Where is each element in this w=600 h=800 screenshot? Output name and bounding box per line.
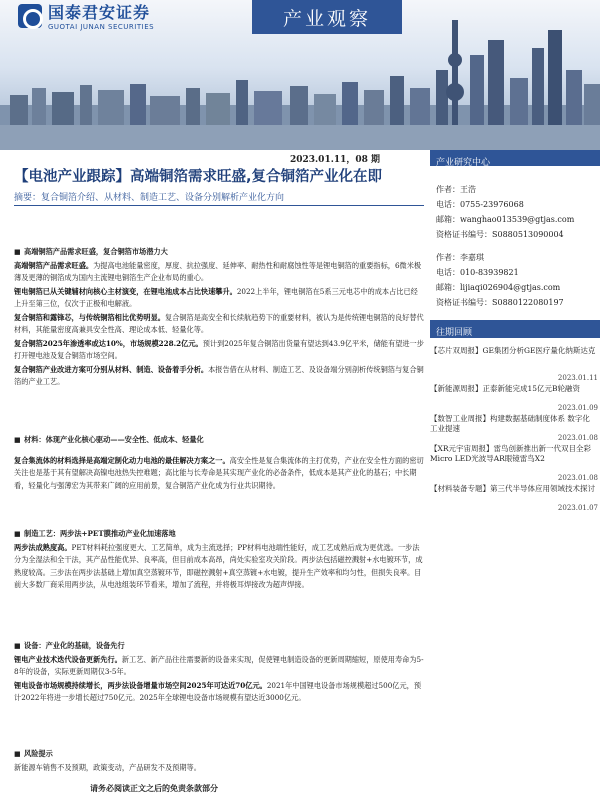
past-issues-list (430, 346, 600, 512)
past-issues-label: 往期回顾 (436, 328, 473, 338)
author-cert: 资格证书编号：S0880513090004 (436, 230, 564, 239)
section-paragraph (14, 312, 424, 337)
report-main-heading (14, 168, 424, 206)
past-issues-header (430, 320, 600, 338)
author-cert: 资格证书编号：S0880122080197 (436, 298, 564, 307)
past-issue-link[interactable]: 【材料装备专题】第三代半导体应用领域技术探讨 (430, 484, 595, 493)
author-phone: 电话：0755-23976068 (436, 200, 524, 209)
issue-date: 2023.01.11，08 期 (290, 155, 381, 165)
paragraph-body: 2022上半年，锂电铜箔在5系三元电芯中的成本占比已经上升至第三位，仅次于正极和电解液。 (14, 286, 418, 308)
paragraph-lead: 复合铜箔和露锋芯，与传统铜箔相比优势明显。 (14, 312, 165, 322)
section-paragraph (14, 364, 424, 389)
author-name: 作者：王浩 (436, 185, 476, 194)
company-logo (18, 0, 154, 31)
author-email[interactable]: 邮箱：lijiaqi026904@gtjas.com (436, 283, 561, 292)
section-paragraph (14, 338, 424, 363)
section-paragraph (14, 286, 424, 311)
paragraph-lead: 锂电铜箔已从关键辅材向核心主材演变，在锂电池成本占比快速攀升。 (14, 286, 237, 296)
report-title: 【电池产业跟踪】高端铜箔需求旺盛,复合铜箔产业化在即 (14, 169, 383, 185)
paragraph-body: 复合铜箔是高安全和长续航趋势下的重要材料，被认为是传统锂电铜箔的良好替代材料，其能量密度高兼具安全性高、理论成本低、轻量化等。 (14, 312, 424, 334)
logo-name-cn: 国泰君安证券 (48, 3, 151, 22)
paragraph-body: 预计到2025年复合铜箔出货量有望达到43.9亿平米，储能有望进一步打开锂电池及复合铜箔市场空间。 (14, 338, 424, 360)
disclaimer-footer: 请务必阅读正文之后的免责条款部分 (90, 783, 218, 793)
past-issue-date: 2023.01.09 (557, 404, 598, 412)
summary-section (14, 640, 424, 705)
report-abstract: 摘要：复合铜箔介绍、从材料、制造工艺、设备分别解析产业化方向 (14, 190, 424, 206)
section-paragraph (14, 654, 424, 679)
research-center-header (430, 150, 600, 166)
author-email[interactable]: 邮箱：wanghao013539@gtjas.com (436, 215, 575, 224)
paragraph-lead: 锂电产业技术迭代设备更新先行。 (14, 654, 122, 664)
past-issue-date: 2023.01.08 (557, 434, 598, 442)
paragraph-lead: 锂电设备市场规模持续增长，两步法设备增量市场空间2025年可达近70亿元。 (14, 680, 267, 690)
paragraph-lead: 两步法成熟度高。 (14, 542, 72, 552)
past-issue-link[interactable]: 【芯片双周报】GE集团分析GE医疗量化纳斯达克 (430, 346, 596, 355)
logo-icon (18, 4, 42, 28)
past-issue-date: 2023.01.07 (557, 504, 598, 512)
summary-section (14, 434, 424, 492)
author-name: 作者：李嘉琪 (436, 253, 484, 262)
paragraph-body: 2021年中国锂电设备市场规模超过500亿元，预计2022年将进一步增长超过750亿元。2025年全球锂电设备市场规模有望达近3000亿元。 (14, 680, 422, 702)
section-paragraph (14, 260, 424, 285)
summary-section (14, 528, 424, 592)
section-paragraph (14, 542, 424, 592)
paragraph-body: PET材料耗拉强度更大、工艺简单，成为主流选择；PP材料电池端性能好，成工艺成熟后成为更优选。一步法分为全湿法和全干法，其产品性能优异、良率高，但目前成本高昂，尚处实验室攻关阶段。两步法包括磁控溅射+水电镀环节，成熟度较高。三步法在两步法基础上增加真空蒸镀环节，即磁控溅射+真空蒸镀+水电镀，提升生产效率和均匀性，但损失良率。目前大多数厂商采用两步法，从电池组装环节看来，增加了流程，并将极耳焊接改为超声焊接。 (14, 542, 423, 589)
paragraph-body: 新能源车销售不及预期，政策变动，产品研发不及预期等。 (14, 762, 201, 772)
author-card (436, 182, 574, 242)
past-issue-date: 2023.01.11 (557, 374, 598, 382)
paragraph-body: 新工艺、新产品往往需要新的设备来实现，促使锂电制造设备的更新周期缩短，原使用寿命为5-8年的设备，实际更新周期仅3-5年。 (14, 654, 424, 676)
paragraph-body: 高安全性是复合集流体的主打优势，产业在安全性方面的密切关注也是基于其有望解决高镍电池热失控难题；高比能与长寿命是其实现产业化的必备条件，低成本是其产业化的基石；中长期看，轻量化与强薄宏为其带来广阔的应用前景，复合铜箔产业化成为行业共识期待。 (14, 455, 424, 490)
paragraph-lead: 复合铜箔产业改进方案可分别从材料、制造、设备着手分析。 (14, 364, 209, 374)
past-issue-link[interactable]: 【新能源周报】正泰新能完成15亿元B轮融资 (430, 384, 581, 393)
section-paragraph (14, 680, 424, 705)
section-heading: ■ 材料：体现产业化核心驱动——安全性、低成本、轻量化 (14, 434, 424, 447)
logo-name-en: GUOTAI JUNAN SECURITIES (48, 23, 155, 31)
section-heading: ■ 设备：产业化的基础，设备先行 (14, 640, 424, 653)
paragraph-lead: 高端铜箔产品需求旺盛。 (14, 260, 94, 270)
past-issue-link[interactable]: 【XR元宇宙周报】雷鸟创新推出新一代双目全彩Micro LED光波导AR眼镜雷鸟X2 (430, 444, 591, 463)
report-type-label: 产业观察 (282, 7, 371, 30)
past-issue-date: 2023.01.08 (557, 474, 598, 482)
section-paragraph (14, 762, 424, 775)
paragraph-body: 为提高电池能量密度，厚度、抗拉强度、延伸率、耐热性和耐腐蚀性等是锂电铜箔的重要指标，6微米极薄及更薄的铜箔成为国内主流锂电铜箔生产企业布局的重心。 (14, 260, 422, 282)
author-card (436, 250, 564, 310)
research-center-label: 产业研究中心 (436, 158, 491, 168)
summary-section (14, 246, 424, 389)
section-heading: ■ 高端铜箔产品需求旺盛，复合铜箔市场潜力大 (14, 246, 424, 259)
report-header (0, 0, 600, 150)
author-phone: 电话：010-83939821 (436, 268, 519, 277)
section-paragraph (14, 455, 424, 493)
paragraph-body: 本报告借在从材料、制造工艺、及设备端分别剖析传统铜箔与复合铜箔的产业工艺。 (14, 364, 424, 386)
section-heading: ■ 风险提示 (14, 748, 424, 761)
paragraph-lead: 复合集流体的材料选择是高端定制化动力电池的最佳解决方案之一。 (14, 455, 230, 465)
paragraph-lead: 复合铜箔2025年渗透率或达10%，市场规模228.2亿元。 (14, 338, 203, 348)
report-type-banner (252, 0, 402, 34)
risk-section (14, 748, 424, 774)
section-heading: ■ 制造工艺：两步法+PET膜推动产业化加速落地 (14, 528, 424, 541)
past-issue-link[interactable]: 【数智工业周报】构建数据基础制度体系 数字化工业提速 (430, 414, 590, 433)
